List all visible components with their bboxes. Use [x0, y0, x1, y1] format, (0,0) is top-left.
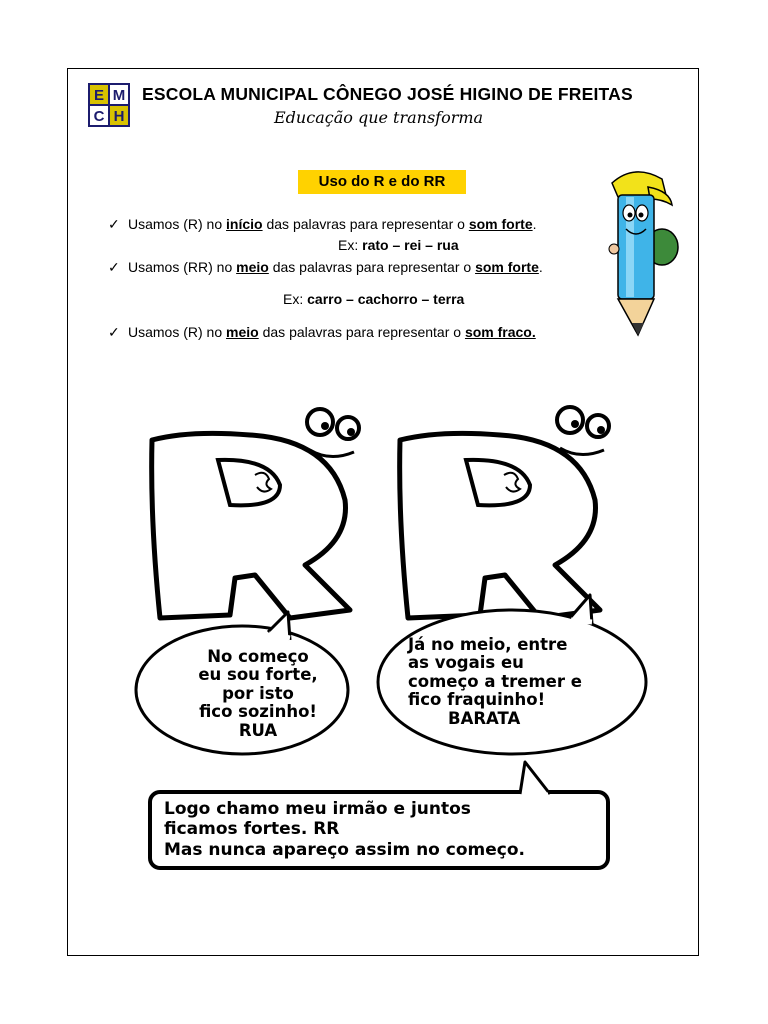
rule-1 — [108, 216, 537, 233]
rule-text: . — [538, 259, 543, 275]
bubble-left-text — [168, 648, 348, 740]
rule-text: das palavras para representar o — [258, 324, 465, 340]
bottom-caption-text — [164, 799, 604, 860]
school-motto: Educação que transforma — [274, 108, 484, 127]
letter-r-left — [152, 409, 359, 618]
school-logo — [88, 83, 130, 127]
checkmark-icon: ✓ — [108, 324, 120, 340]
bubble-line: eu sou forte, — [198, 665, 318, 685]
rule-keyword: meio — [236, 259, 269, 275]
caption-line: Mas nunca apareço assim no começo. — [164, 839, 525, 860]
bubble-word-example: BARATA — [448, 708, 521, 728]
rule-text: Usamos (R) no — [128, 324, 227, 340]
rule-text: das palavras para representar o — [268, 259, 476, 275]
caption-line: ficamos fortes. — [164, 819, 308, 840]
logo-letter-c: C — [93, 108, 105, 125]
lesson-title: Uso do R e do RR — [298, 170, 466, 194]
logo-letter-e: E — [93, 87, 105, 104]
rule-text: das palavras para representar o — [262, 216, 469, 232]
rule-text: Usamos (RR) no — [128, 259, 237, 275]
bubble-line: as vogais eu — [408, 653, 524, 673]
logo-letter-h: H — [113, 108, 125, 125]
rule-2 — [108, 259, 543, 276]
rule-text: . — [532, 216, 537, 232]
letter-r-right — [400, 407, 609, 618]
rule-3 — [108, 324, 536, 341]
rule-keyword: som forte — [468, 216, 533, 232]
example-prefix: Ex: — [283, 291, 308, 307]
bubble-word-example: RUA — [238, 720, 278, 740]
checkmark-icon: ✓ — [108, 216, 120, 232]
bubble-right-text — [408, 636, 638, 728]
example-1 — [338, 237, 459, 253]
caption-rr: RR — [313, 819, 340, 840]
example-2 — [283, 291, 464, 307]
example-words: rato – rei – rua — [362, 237, 459, 253]
pencil-mascot-icon — [604, 165, 682, 337]
rule-text: Usamos (R) no — [128, 216, 227, 232]
bubble-line: fico sozinho! — [199, 702, 317, 722]
rule-keyword: meio — [226, 324, 259, 340]
example-prefix: Ex: — [338, 237, 363, 253]
bubble-line: começo a tremer e — [408, 671, 582, 691]
caption-line: Logo chamo meu irmão e juntos — [164, 799, 471, 819]
logo-letter-m: M — [112, 87, 126, 104]
bubble-line: por isto — [222, 683, 294, 703]
bubble-line: No começo — [207, 647, 309, 666]
school-name: ESCOLA MUNICIPAL CÔNEGO JOSÉ HIGINO DE FREITAS — [142, 84, 633, 104]
bubble-line: fico fraquinho! — [408, 690, 546, 710]
rule-keyword: som forte — [475, 259, 539, 275]
rule-keyword: som fraco. — [464, 324, 536, 340]
rule-keyword: início — [226, 216, 263, 232]
bubble-line: Já no meio, entre — [408, 635, 568, 654]
checkmark-icon: ✓ — [108, 259, 120, 275]
example-words: carro – cachorro – terra — [307, 291, 465, 307]
